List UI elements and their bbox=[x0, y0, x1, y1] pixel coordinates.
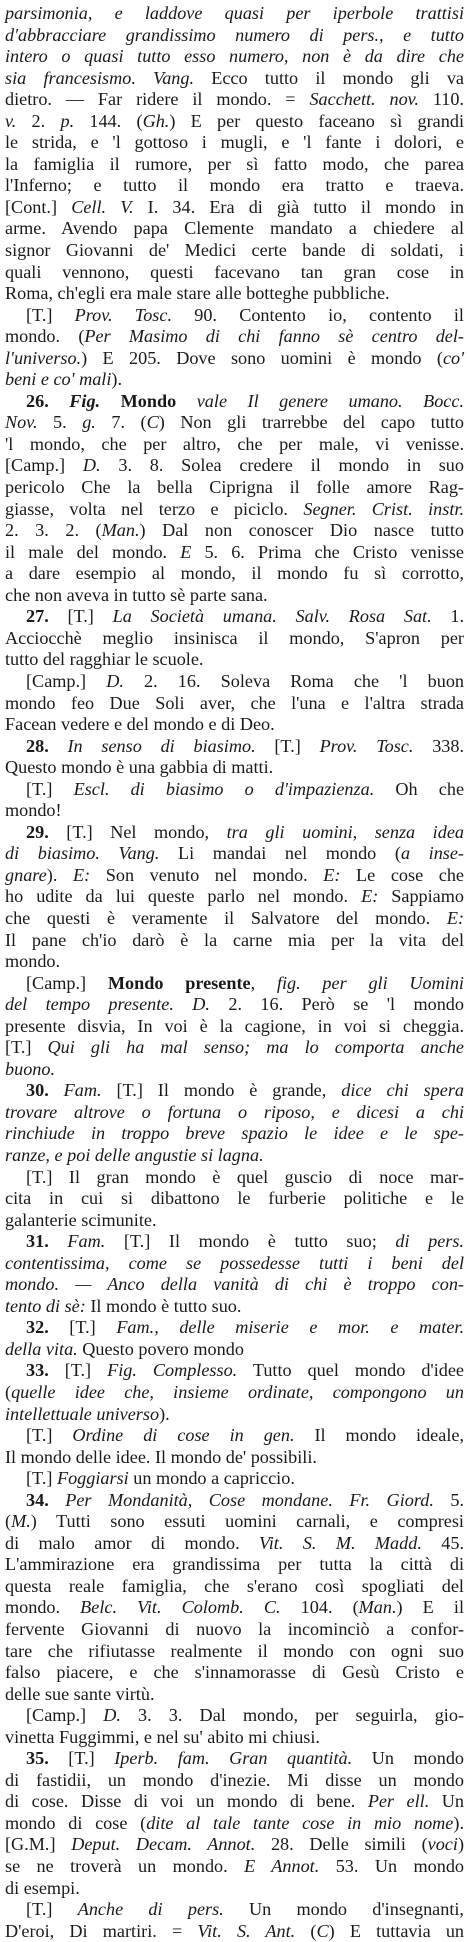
text-run: I. 34. Era di già tutto il mondo in bbox=[133, 196, 464, 217]
text-run: ) E tuttavia un bbox=[328, 1920, 465, 1941]
text-run: Fam., delle miserie e mor. e mater. bbox=[116, 1317, 465, 1338]
text-line bbox=[5, 499, 464, 521]
text-line bbox=[5, 1899, 464, 1921]
text-run: ). bbox=[111, 369, 123, 390]
text-run: ) E per questo faceano sì grandi bbox=[169, 110, 464, 131]
text-run: E: bbox=[361, 886, 379, 907]
text-run: 3. 3. Dal mondo, per seguirla, gio- bbox=[120, 1705, 465, 1726]
text-line bbox=[5, 886, 464, 908]
text-run: Fig. bbox=[69, 390, 101, 411]
text-run: Li mandai nel mondo ( bbox=[159, 843, 401, 864]
text-run: Deput. Decam. Annot. bbox=[71, 1834, 256, 1855]
text-run: presente disvia, In voi è la cagione, in voi si cheggia. bbox=[5, 1015, 464, 1036]
text-run: Sappiamo bbox=[378, 886, 464, 907]
text-run: signor Giovanni de' Medici certe bande di soldati, i bbox=[5, 240, 464, 261]
text-line bbox=[5, 1597, 464, 1619]
text-run: M. bbox=[11, 1511, 31, 1532]
text-run: Gh. bbox=[142, 110, 170, 131]
text-line bbox=[5, 1059, 464, 1081]
text-run: Son venuto nel mondo. bbox=[90, 864, 324, 885]
text-run: Iperb. fam. Gran quantità. bbox=[114, 1748, 353, 1769]
text-run: 'l mondo, che per altro, che per male, vi venisse. bbox=[5, 433, 464, 454]
text-run: 32. bbox=[26, 1317, 49, 1338]
text-line bbox=[5, 779, 464, 801]
text-run: trovare altrove o fortuna o riposo, e dicesi a chi bbox=[5, 1101, 464, 1122]
text-run: [T.] bbox=[48, 606, 113, 627]
text-line bbox=[5, 736, 464, 758]
text-run bbox=[49, 1080, 64, 1100]
text-run bbox=[49, 1231, 68, 1251]
text-run: 90. Contento io, contento il bbox=[172, 304, 464, 325]
text-run: 2. 16. Però se 'l mondo bbox=[209, 994, 464, 1015]
text-line bbox=[5, 1705, 464, 1727]
text-run: intero o quasi tutto esso numero, non è da dire che bbox=[5, 46, 464, 67]
text-run: p. bbox=[60, 110, 75, 131]
text-run: rinchiude in troppo breve spazio le idee e le spe- bbox=[5, 1123, 464, 1144]
text-line bbox=[5, 1123, 464, 1145]
text-run: pericolo Che la bella Ciprigna il folle amore Rag- bbox=[5, 477, 464, 498]
text-run: Prov. Tosc. bbox=[74, 304, 172, 325]
text-run: mondo. ( bbox=[5, 326, 85, 347]
text-run: C bbox=[146, 412, 159, 433]
text-run: tra gli uomini, senza idea bbox=[226, 821, 464, 842]
text-line bbox=[5, 283, 464, 305]
text-line bbox=[5, 1770, 464, 1792]
text-line bbox=[5, 865, 464, 887]
text-run: 28. bbox=[26, 735, 49, 756]
text-line bbox=[5, 326, 464, 348]
text-run: un mondo a capriccio. bbox=[128, 1468, 295, 1489]
text-run: vale Il genere umano. Bocc. bbox=[196, 390, 464, 411]
text-line bbox=[5, 1813, 464, 1835]
text-line bbox=[5, 262, 464, 284]
text-line bbox=[5, 1921, 464, 1942]
text-line bbox=[5, 843, 464, 865]
text-line bbox=[5, 3, 464, 25]
text-line bbox=[5, 649, 464, 671]
text-run: ranze, e poi delle angustie si lagna. bbox=[5, 1144, 264, 1165]
text-run: di cose. Disse di voi un mondo di bene. bbox=[5, 1791, 368, 1812]
text-run: Sacchett. nov. bbox=[309, 89, 419, 110]
text-run: [T.] Il mondo è tutto suo; bbox=[105, 1231, 396, 1252]
text-line bbox=[5, 1080, 464, 1102]
text-run: Acciocchè meglio insinisca il mondo, S'apron per bbox=[5, 627, 464, 648]
text-run: Fig. Complesso. bbox=[107, 1360, 238, 1381]
text-run: [T.] bbox=[5, 1037, 48, 1058]
text-line bbox=[5, 1167, 464, 1189]
text-line bbox=[5, 973, 464, 995]
text-run: dite al tale tante cose in mio nome bbox=[146, 1812, 454, 1833]
text-line bbox=[5, 1619, 464, 1641]
text-line bbox=[5, 1662, 464, 1684]
text-run: mondo. — Anco della vanità di chi è troppo con- bbox=[5, 1274, 464, 1295]
text-run: la famiglia il rumore, per sì fatto modo, che parea bbox=[5, 153, 464, 174]
text-run: Il mondo ideale, bbox=[294, 1425, 464, 1446]
text-run: ) E 205. Dove sono uomini è mondo ( bbox=[81, 347, 443, 368]
text-run: ( bbox=[295, 1920, 317, 1941]
text-run: Per Masimo di chi fanno sè centro del- bbox=[84, 326, 464, 347]
text-run: contentissima, come se possedesse tutti i beni del bbox=[5, 1252, 464, 1273]
text-run: mondo. bbox=[5, 951, 61, 972]
text-run: 29. bbox=[26, 821, 49, 842]
text-line bbox=[5, 111, 464, 133]
text-run: E: bbox=[72, 864, 91, 885]
text-run: 26. bbox=[26, 390, 70, 411]
text-run: il male del mondo. bbox=[5, 541, 181, 562]
text-line bbox=[5, 154, 464, 176]
text-run: , bbox=[250, 972, 277, 993]
text-run: D. bbox=[103, 1705, 121, 1726]
text-run: [T.] bbox=[48, 1317, 117, 1338]
text-run: se ne troverà un mondo. bbox=[5, 1856, 245, 1877]
text-run: Anche di pers. bbox=[77, 1899, 224, 1920]
text-run: C bbox=[316, 1920, 329, 1941]
text-run: g. bbox=[82, 412, 96, 433]
text-line bbox=[5, 1296, 464, 1318]
text-run: Il pane ch'io darò è la carne mia per la vita del bbox=[5, 929, 464, 950]
text-line bbox=[5, 132, 464, 154]
text-run: le strida, e 'l gottoso i mugli, e 'l fante i dolori, e bbox=[5, 132, 464, 153]
text-run: Un bbox=[429, 1791, 464, 1812]
text-run: giasse, volta nel terzo e piciclo. bbox=[5, 498, 304, 519]
text-run: tutto del ragghiar le scuole. bbox=[5, 649, 204, 670]
text-run: galanterie scimunite. bbox=[5, 1209, 157, 1230]
text-run: questa reale famiglia, che s'erano così spogliati del bbox=[5, 1575, 464, 1596]
text-run: [T.] bbox=[48, 1748, 115, 1769]
text-run: D. bbox=[106, 670, 124, 691]
text-run: 5. bbox=[37, 412, 83, 433]
text-run: ). bbox=[159, 1403, 170, 1424]
text-run: quali vennono, questi facevano tan gran cose in bbox=[5, 261, 464, 282]
text-line bbox=[5, 822, 464, 844]
text-run: l'universo. bbox=[5, 347, 82, 368]
text-run: Il mondo è tutto suo. bbox=[85, 1295, 242, 1316]
text-run: 5. 6. Prima che Cristo venisse bbox=[191, 541, 464, 562]
text-line bbox=[5, 348, 464, 370]
text-line bbox=[5, 606, 464, 628]
text-run: [T.] bbox=[48, 1360, 108, 1381]
text-run: [T.] Nel mondo, bbox=[48, 821, 227, 842]
text-run: Ecco tutto il mondo gli va bbox=[194, 67, 464, 88]
text-line bbox=[5, 477, 464, 499]
text-run: ) bbox=[457, 1834, 464, 1855]
text-run: [T.] bbox=[26, 1425, 73, 1446]
text-line bbox=[5, 1684, 464, 1706]
text-run: [T.] bbox=[26, 1468, 57, 1489]
text-line bbox=[5, 218, 464, 240]
text-run: Ordine di cose in gen. bbox=[72, 1425, 295, 1446]
text-run: fervente Giovanni di nuovo la incominciò a confor- bbox=[5, 1619, 464, 1640]
text-run bbox=[49, 1490, 65, 1510]
text-run: 338. bbox=[413, 735, 465, 756]
text-run: Un mondo bbox=[352, 1748, 465, 1769]
text-run: Per ell. bbox=[367, 1791, 430, 1812]
text-run: cita in cui si dibattono le furberie politiche e le bbox=[5, 1188, 464, 1209]
text-line bbox=[5, 1511, 464, 1533]
text-run: [T.] bbox=[26, 778, 74, 799]
text-line bbox=[5, 197, 464, 219]
text-line bbox=[5, 1490, 464, 1512]
text-run: D. bbox=[82, 455, 101, 476]
text-run: La Società umana. Salv. Rosa Sat. bbox=[112, 606, 432, 627]
text-run: ) Non gli trarrebbe del capo tutto bbox=[158, 412, 465, 433]
text-line bbox=[5, 951, 464, 973]
text-line bbox=[5, 1382, 464, 1404]
text-line bbox=[5, 175, 464, 197]
text-run: di esempi. bbox=[5, 1877, 80, 1898]
text-run: Mondo presente bbox=[107, 972, 251, 993]
text-run: 110. bbox=[418, 89, 464, 110]
text-run: Un mondo d'insegnanti, bbox=[223, 1899, 464, 1920]
text-line bbox=[5, 1145, 464, 1167]
text-line bbox=[5, 1210, 464, 1232]
text-run: 7. ( bbox=[95, 412, 147, 433]
text-run: Fam. bbox=[67, 1231, 106, 1252]
text-run: Foggiarsi bbox=[56, 1468, 129, 1489]
text-run: Escl. di biasimo o d'impazienza. bbox=[73, 778, 375, 799]
text-run: 1. bbox=[431, 606, 464, 627]
text-run: voci bbox=[427, 1834, 458, 1855]
text-run: D'eroi, Di martiri. = bbox=[5, 1920, 198, 1941]
text-line bbox=[5, 412, 464, 434]
text-run: vinetta Fuggimmi, e nel su' abito mi chiusi. bbox=[5, 1726, 320, 1747]
text-line bbox=[5, 1834, 464, 1856]
text-line bbox=[5, 520, 464, 542]
text-run: ( bbox=[5, 1382, 12, 1402]
text-run: Le cose che bbox=[340, 864, 465, 885]
text-line bbox=[5, 1016, 464, 1038]
text-line bbox=[5, 1748, 464, 1770]
text-run: di pers. bbox=[395, 1231, 465, 1252]
text-run: [Camp.] bbox=[26, 1705, 104, 1726]
text-line bbox=[5, 693, 464, 715]
text-line bbox=[5, 1360, 464, 1382]
text-run: In senso di biasimo. bbox=[67, 735, 256, 756]
text-run: Questo mondo è una gabbia di matti. bbox=[5, 757, 274, 778]
text-run: Vit. S. Ant. bbox=[197, 1920, 296, 1941]
text-line bbox=[5, 542, 464, 564]
text-run: di biasimo. Vang. bbox=[5, 843, 160, 864]
text-run: L'ammirazione era grandissima per tutta la città di bbox=[5, 1554, 464, 1575]
text-run: ) Tutti sono essuti uomini carnali, e compresi bbox=[30, 1511, 464, 1532]
text-line bbox=[5, 46, 464, 68]
text-line bbox=[5, 800, 464, 822]
text-run: Qui gli ha mal senso; ma lo comporta anche bbox=[47, 1037, 465, 1058]
text-run: 104. ( bbox=[280, 1597, 359, 1618]
text-run: 45. bbox=[421, 1532, 464, 1553]
text-run: dice chi spera bbox=[341, 1080, 465, 1101]
text-run: a dare esempio al mondo, il mondo fu sì corrotto, bbox=[5, 563, 464, 584]
text-line bbox=[5, 671, 464, 693]
text-line bbox=[5, 25, 464, 47]
text-run: 34. bbox=[26, 1489, 49, 1510]
text-run: Il mondo delle idee. Il mondo de' possibili. bbox=[5, 1446, 317, 1467]
text-run: 35. bbox=[26, 1748, 49, 1769]
text-run: di malo amor di mondo. bbox=[5, 1532, 259, 1553]
text-run: Nov. bbox=[5, 412, 38, 433]
text-run: Tutto quel mondo d'idee bbox=[237, 1360, 464, 1381]
text-run: E bbox=[180, 541, 192, 562]
text-line bbox=[5, 1447, 464, 1469]
text-line bbox=[5, 1188, 464, 1210]
text-run: mondo! bbox=[5, 800, 62, 821]
text-line bbox=[5, 930, 464, 952]
text-line bbox=[5, 1576, 464, 1598]
text-run: 31. bbox=[26, 1231, 49, 1252]
text-run: di fastidii, un mondo d'inezie. Mi disse un mondo bbox=[5, 1769, 464, 1790]
text-run: [G.M.] bbox=[5, 1834, 72, 1855]
text-run: Roma, ch'egli era male stare alle botteghe pubbliche. bbox=[5, 283, 390, 304]
text-run: che non aveva in tutto sè parte sana. bbox=[5, 584, 268, 605]
text-line bbox=[5, 240, 464, 262]
text-run: ( bbox=[5, 1511, 12, 1532]
text-run: fig. per gli Uomini bbox=[276, 972, 464, 993]
text-run: E: bbox=[323, 864, 341, 885]
text-run: E: bbox=[446, 907, 464, 928]
text-line bbox=[5, 1102, 464, 1124]
text-run: [T.] bbox=[255, 735, 320, 756]
text-run: 33. bbox=[26, 1360, 49, 1381]
text-run: 28. Delle simili ( bbox=[255, 1834, 428, 1855]
text-run: che questi è veramente il Salvatore del mondo. bbox=[5, 907, 447, 928]
text-run: Mondo bbox=[100, 390, 197, 411]
text-run: 2. 16. Soleva Roma che 'l buon bbox=[123, 670, 465, 691]
text-run: ). bbox=[453, 1812, 464, 1833]
text-run: Cell. V. bbox=[71, 196, 134, 217]
text-run: [Camp.] bbox=[26, 972, 108, 993]
text-run: Fam. bbox=[63, 1080, 102, 1101]
text-line bbox=[5, 369, 464, 391]
text-run: delle sue sante virtù. bbox=[5, 1683, 155, 1704]
text-run: mondo. bbox=[5, 1597, 81, 1618]
text-line bbox=[5, 434, 464, 456]
text-line bbox=[5, 455, 464, 477]
text-run: dietro. — Far ridere il mondo. = bbox=[5, 89, 310, 110]
text-run: 27. bbox=[26, 606, 49, 627]
text-run: mondo feo Due Soli aver, che l'una e l'altra strada bbox=[5, 692, 464, 713]
text-run: [T.] bbox=[26, 304, 75, 325]
text-run: Belc. Vit. Colomb. C. bbox=[80, 1597, 281, 1618]
text-run: Man. bbox=[358, 1597, 397, 1618]
text-run: Segner. Crist. instr. bbox=[303, 498, 465, 519]
text-line bbox=[5, 994, 464, 1016]
text-run: 5. bbox=[433, 1489, 465, 1510]
text-run: parsimonia, e laddove quasi per iperbole trattisi bbox=[5, 3, 464, 23]
text-line bbox=[5, 1727, 464, 1749]
text-line bbox=[5, 1317, 464, 1339]
text-line bbox=[5, 1856, 464, 1878]
text-run: sia francesismo. Vang. bbox=[5, 67, 195, 88]
text-run: Vit. S. M. Madd. bbox=[259, 1532, 422, 1553]
text-line bbox=[5, 89, 464, 111]
text-run: Oh che bbox=[374, 778, 465, 799]
text-run: falso piacere, e che s'innamorasse di Gesù Cristo e bbox=[5, 1662, 464, 1683]
text-run: Prov. Tosc. bbox=[319, 735, 414, 756]
text-run: ) E il bbox=[396, 1597, 464, 1618]
text-run: [T.] Il mondo è grande, bbox=[101, 1080, 342, 1101]
text-run: ) Dal non conoscer Dio nasce tutto bbox=[139, 520, 464, 541]
text-run: gnare bbox=[5, 864, 47, 885]
text-line bbox=[5, 1404, 464, 1426]
text-run: 2. 3. 2. ( bbox=[5, 520, 102, 541]
text-run: l'Inferno; e tutto il mondo era tratto e traeva. bbox=[5, 175, 464, 196]
text-run: [T.] bbox=[26, 1899, 78, 1920]
text-line bbox=[5, 68, 464, 90]
text-run: 2. bbox=[16, 110, 61, 131]
text-run: [T.] Il gran mondo è quel guscio di noce mar- bbox=[26, 1166, 464, 1187]
text-run: d'abbracciare grandissimo numero di pers., e tutto bbox=[5, 24, 464, 45]
text-run: del tempo presente. D. bbox=[5, 994, 210, 1015]
text-run: [Cont.] bbox=[5, 196, 72, 217]
text-run: co' bbox=[442, 347, 464, 368]
text-line bbox=[5, 1878, 464, 1900]
text-run: della vita. bbox=[5, 1338, 78, 1359]
text-line bbox=[5, 1339, 464, 1361]
text-run: 53. Un mondo bbox=[319, 1856, 464, 1877]
text-line bbox=[5, 1425, 464, 1447]
text-run: 30. bbox=[26, 1080, 49, 1101]
text-line bbox=[5, 1253, 464, 1275]
text-run: E Annot. bbox=[244, 1856, 320, 1877]
text-line bbox=[5, 1037, 464, 1059]
text-line bbox=[5, 305, 464, 327]
text-run bbox=[49, 736, 68, 756]
text-run: beni e co' mali bbox=[5, 369, 112, 390]
text-line bbox=[5, 1641, 464, 1663]
text-line bbox=[5, 1231, 464, 1253]
text-run: a inse- bbox=[400, 843, 464, 864]
text-run: buono. bbox=[5, 1058, 56, 1079]
text-run: ). bbox=[46, 864, 73, 885]
text-line bbox=[5, 1791, 464, 1813]
text-run: Facean vedere e del mondo e di Deo. bbox=[5, 714, 275, 735]
text-run: quelle idee che, insieme ordinate, compongono un bbox=[11, 1382, 464, 1402]
text-line bbox=[5, 391, 464, 413]
text-run: tare che rifiutasse realmente il mondo con ogni suo bbox=[5, 1640, 464, 1661]
text-run: arme. Avendo papa Clemente mandato a chiedere al bbox=[5, 218, 464, 239]
text-run: intellettuale universo bbox=[5, 1403, 160, 1424]
text-line bbox=[5, 757, 464, 779]
text-run: v. bbox=[5, 110, 17, 131]
text-line bbox=[5, 1468, 464, 1490]
text-line bbox=[5, 563, 464, 585]
text-line bbox=[5, 714, 464, 736]
text-line bbox=[5, 1533, 464, 1555]
text-line bbox=[5, 628, 464, 650]
text-run: 144. ( bbox=[74, 110, 143, 131]
text-run: [Camp.] bbox=[26, 670, 107, 691]
text-line bbox=[5, 585, 464, 607]
text-run: Questo povero mondo bbox=[77, 1338, 244, 1359]
text-run: 3. 8. Solea credere il mondo in suo bbox=[100, 455, 464, 476]
text-run: ho udite da lui queste parlo nel mondo. bbox=[5, 886, 362, 907]
text-line bbox=[5, 908, 464, 930]
text-run: mondo di cose ( bbox=[5, 1812, 147, 1833]
text-run: tento di sè: bbox=[5, 1295, 86, 1316]
text-run: Per Mondanità, Cose mondane. Fr. Giord. bbox=[65, 1489, 434, 1510]
text-run: [Camp.] bbox=[5, 455, 83, 476]
text-run: Man. bbox=[101, 520, 140, 541]
text-line bbox=[5, 1554, 464, 1576]
text-line bbox=[5, 1274, 464, 1296]
